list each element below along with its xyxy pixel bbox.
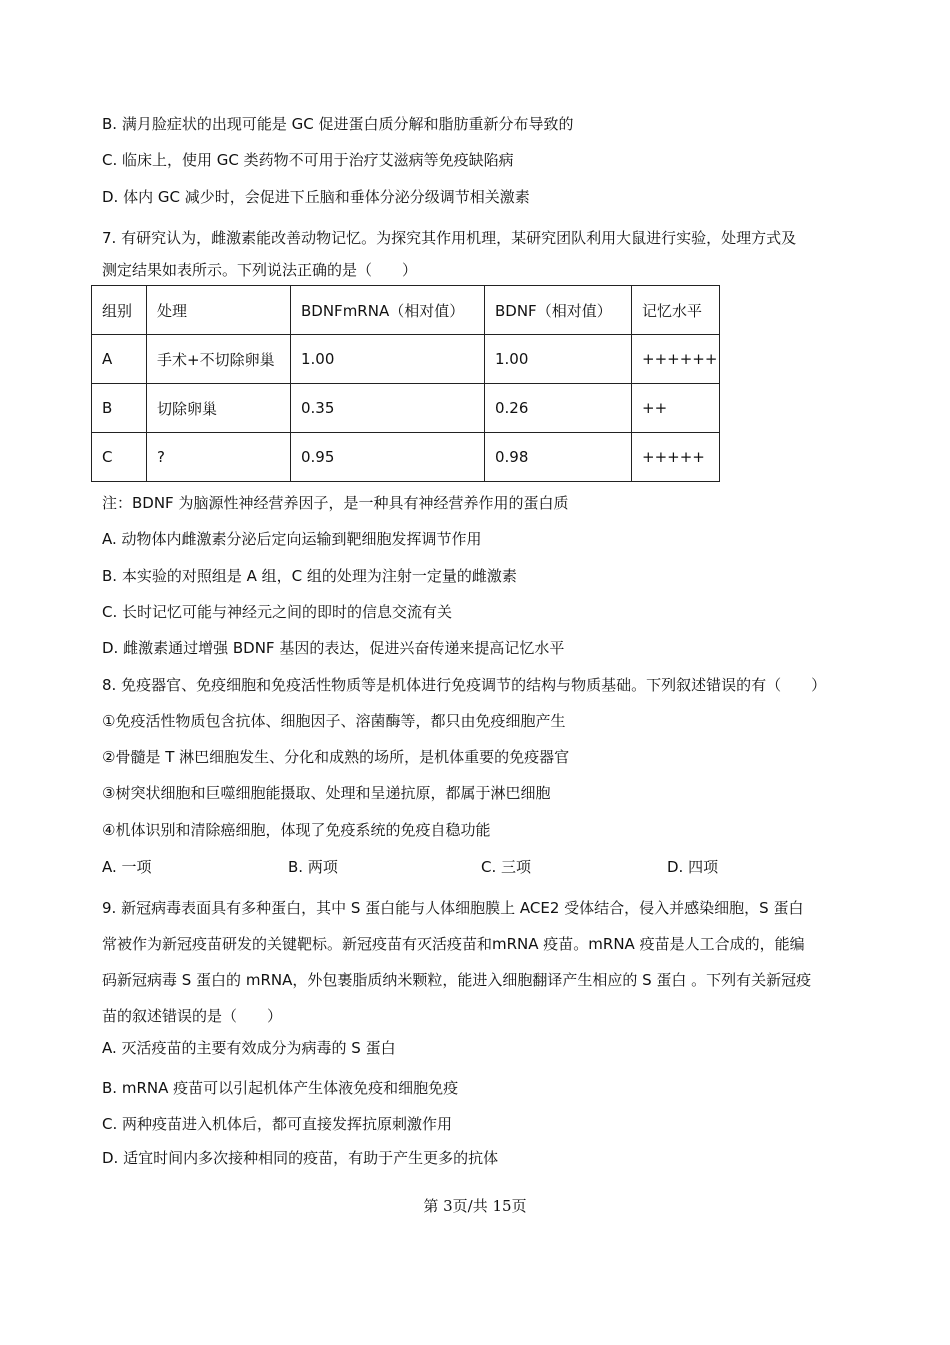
table-header-cell: 组别 (92, 286, 147, 335)
table-header-cell: BDNFmRNA（相对值） (291, 286, 485, 335)
table-cell: 切除卵巢 (147, 384, 291, 433)
table-cell: ? (147, 433, 291, 482)
table-cell: 0.35 (291, 384, 485, 433)
table-cell: B (92, 384, 147, 433)
q7-option-c: C. 长时记忆可能与神经元之间的即时的信息交流有关 (102, 603, 453, 621)
q7-option-a: A. 动物体内雌激素分泌后定向运输到靶细胞发挥调节作用 (102, 530, 482, 548)
q8-statement-2: ②骨髓是 T 淋巴细胞发生、分化和成熟的场所，是机体重要的免疫器官 (102, 748, 570, 766)
table-header-row (92, 286, 720, 335)
q7-note: 注：BDNF 为脑源性神经营养因子，是一种具有神经营养作用的蛋白质 (102, 494, 569, 512)
q7-stem-line1: 7. 有研究认为，雌激素能改善动物记忆。为探究其作用机理，某研究团队利用大鼠进行实验，处理方式及 (102, 229, 797, 247)
q8-option-a: A. 一项 (102, 858, 152, 876)
table-cell: 0.95 (291, 433, 485, 482)
table-cell: ++ (632, 384, 720, 433)
q8-statement-4: ④机体识别和清除癌细胞，体现了免疫系统的免疫自稳功能 (102, 821, 491, 839)
table-cell: ++++++ (632, 335, 720, 384)
table-cell: +++++ (632, 433, 720, 482)
q6-option-d: D. 体内 GC 减少时，会促进下丘脑和垂体分泌分级调节相关激素 (102, 188, 530, 206)
table-header-cell: 记忆水平 (632, 286, 720, 335)
table-header-cell: 处理 (147, 286, 291, 335)
table-row (92, 433, 720, 482)
q6-option-b: B. 满月脸症状的出现可能是 GC 促进蛋白质分解和脂肪重新分布导致的 (102, 115, 574, 133)
table-cell: 1.00 (291, 335, 485, 384)
q8-statement-3: ③树突状细胞和巨噬细胞能摄取、处理和呈递抗原，都属于淋巴细胞 (102, 784, 551, 802)
table-row (92, 384, 720, 433)
q8-stem: 8. 免疫器官、免疫细胞和免疫活性物质等是机体进行免疫调节的结构与物质基础。下列叙述错误的有（ ） (102, 676, 827, 694)
q8-statement-1: ①免疫活性物质包含抗体、细胞因子、溶菌酶等，都只由免疫细胞产生 (102, 712, 566, 730)
q6-option-c: C. 临床上，使用 GC 类药物不可用于治疗艾滋病等免疫缺陷病 (102, 151, 514, 169)
table-cell: A (92, 335, 147, 384)
q8-option-d: D. 四项 (667, 858, 719, 876)
table-cell: 0.98 (485, 433, 632, 482)
table-cell: C (92, 433, 147, 482)
q9-option-c: C. 两种疫苗进入机体后，都可直接发挥抗原刺激作用 (102, 1115, 453, 1133)
page-footer: 第 3页/共 15页 (423, 1197, 527, 1215)
q9-option-d: D. 适宜时间内多次接种相同的疫苗，有助于产生更多的抗体 (102, 1149, 499, 1167)
q8-option-b: B. 两项 (288, 858, 338, 876)
q7-stem-line2: 测定结果如表所示。下列说法正确的是（ ） (102, 261, 418, 279)
table-row (92, 335, 720, 384)
q8-option-c: C. 三项 (481, 858, 532, 876)
q9-option-b: B. mRNA 疫苗可以引起机体产生体液免疫和细胞免疫 (102, 1079, 459, 1097)
q9-stem-line4: 苗的叙述错误的是（ ） (102, 1007, 283, 1025)
table-header-cell: BDNF（相对值） (485, 286, 632, 335)
q7-option-b: B. 本实验的对照组是 A 组，C 组的处理为注射一定量的雌激素 (102, 567, 517, 585)
q7-table (91, 285, 720, 482)
table-cell: 0.26 (485, 384, 632, 433)
q9-stem-line1: 9. 新冠病毒表面具有多种蛋白，其中 S 蛋白能与人体细胞膜上 ACE2 受体结合，侵入并感染细胞，S 蛋白 (102, 899, 804, 917)
q9-stem-line3: 码新冠病毒 S 蛋白的 mRNA，外包裹脂质纳米颗粒，能进入细胞翻译产生相应的 S 蛋白 。下列有关新冠疫 (102, 971, 812, 989)
q7-option-d: D. 雌激素通过增强 BDNF 基因的表达，促进兴奋传递来提高记忆水平 (102, 639, 565, 657)
q9-stem-line2: 常被作为新冠疫苗研发的关键靶标。新冠疫苗有灭活疫苗和mRNA 疫苗。mRNA 疫苗是人工合成的，能编 (102, 935, 805, 953)
table-cell: 手术+不切除卵巢 (147, 335, 291, 384)
q9-option-a: A. 灭活疫苗的主要有效成分为病毒的 S 蛋白 (102, 1039, 396, 1057)
table-cell: 1.00 (485, 335, 632, 384)
